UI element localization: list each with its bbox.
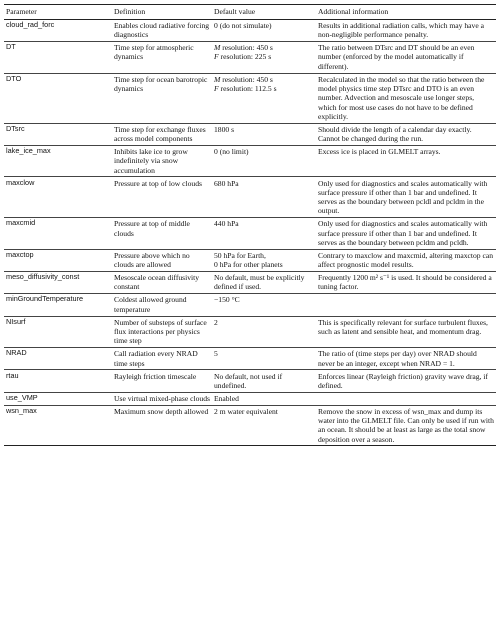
row-default-value bbox=[212, 123, 316, 145]
table-row bbox=[4, 19, 496, 41]
table-row bbox=[4, 73, 496, 123]
table-header-row bbox=[4, 5, 496, 20]
row-additional-info: The ratio of (time steps per day) over NRAD should never be an integer, except when NRAD = 1. bbox=[316, 348, 496, 370]
row-additional-info: Only used for diagnostics and scales automatically with surface pressure if other than 1 bar and undefined. It serves as the boundary between pcldl and pcldm in the output. bbox=[316, 177, 496, 218]
row-default-value bbox=[212, 272, 316, 294]
row-definition: Pressure above which no clouds are allowed bbox=[112, 249, 212, 271]
row-definition: Use virtual mixed-phase clouds bbox=[112, 392, 212, 405]
header-definition: Definition bbox=[112, 5, 212, 20]
table-row bbox=[4, 316, 496, 348]
row-additional-info: This is specifically relevant for surface turbulent fluxes, such as latent and sensible heat, and momentum drag. bbox=[316, 316, 496, 348]
row-default-value bbox=[212, 316, 316, 348]
default-line: 1800 s bbox=[214, 124, 235, 134]
table-row bbox=[4, 294, 496, 316]
default-line: M resolution: 450 s bbox=[214, 74, 273, 84]
default-line: −150 °C bbox=[214, 295, 240, 305]
table-row bbox=[4, 42, 496, 74]
row-parameter: NIsurf bbox=[4, 316, 112, 348]
row-parameter: maxclow bbox=[4, 177, 112, 218]
default-line: No default, not used if undefined. bbox=[214, 371, 283, 390]
header-additional-information: Additional information bbox=[316, 5, 496, 20]
table-row bbox=[4, 272, 496, 294]
row-parameter: DTsrc bbox=[4, 123, 112, 145]
row-additional-info: Remove the snow in excess of wsn_max and dump its water into the GLMELT file. Can only be used if run with an ocean. It should be at least as large as the total snow deposition over a season. bbox=[316, 405, 496, 446]
default-line: 2 bbox=[214, 317, 218, 327]
default-line: 5 bbox=[214, 349, 218, 359]
default-line: No default, must be explicitly defined if used. bbox=[214, 273, 305, 292]
row-parameter: NRAD bbox=[4, 348, 112, 370]
default-line: 50 hPa for Earth, bbox=[214, 250, 266, 260]
row-default-value bbox=[212, 348, 316, 370]
header-parameter: Parameter bbox=[4, 5, 112, 20]
row-parameter: maxctop bbox=[4, 249, 112, 271]
row-definition: Maximum snow depth allowed bbox=[112, 405, 212, 446]
parameter-table bbox=[4, 4, 496, 446]
default-line: 0 (no limit) bbox=[214, 147, 249, 157]
row-parameter: cloud_rad_forc bbox=[4, 19, 112, 41]
row-additional-info: Should divide the length of a calendar day exactly. Cannot be changed during the run. bbox=[316, 123, 496, 145]
row-parameter: rtau bbox=[4, 370, 112, 392]
table-row bbox=[4, 218, 496, 250]
row-additional-info: Excess ice is placed in GLMELT arrays. bbox=[316, 145, 496, 177]
row-parameter: DTO bbox=[4, 73, 112, 123]
row-additional-info: Frequently 1200 m² s⁻¹ is used. It should be considered a tuning factor. bbox=[316, 272, 496, 294]
row-default-value bbox=[212, 218, 316, 250]
default-line: Enabled bbox=[214, 393, 239, 403]
row-default-value bbox=[212, 177, 316, 218]
table-row bbox=[4, 370, 496, 392]
row-additional-info: Enforces linear (Rayleigh friction) gravity wave drag, if defined. bbox=[316, 370, 496, 392]
row-additional-info: Recalculated in the model so that the ratio between the model physics time step DTsrc and DTO is an even number. Advection and mesoscale use longer steps, which for most use cases do not have to be defined explicitly. bbox=[316, 73, 496, 123]
row-additional-info bbox=[316, 294, 496, 316]
row-definition: Enables cloud radiative forcing diagnostics bbox=[112, 19, 212, 41]
row-definition: Rayleigh friction timescale bbox=[112, 370, 212, 392]
default-line: 2 m water equivalent bbox=[214, 406, 278, 416]
row-parameter: lake_ice_max bbox=[4, 145, 112, 177]
row-parameter: wsn_max bbox=[4, 405, 112, 446]
default-line: F resolution: 225 s bbox=[214, 52, 272, 62]
row-default-value bbox=[212, 73, 316, 123]
header-default-value: Default value bbox=[212, 5, 316, 20]
row-definition: Pressure at top of middle clouds bbox=[112, 218, 212, 250]
row-default-value bbox=[212, 392, 316, 405]
row-definition: Mesoscale ocean diffusivity constant bbox=[112, 272, 212, 294]
row-definition: Time step for atmospheric dynamics bbox=[112, 42, 212, 74]
default-line: 0 hPa for other planets bbox=[214, 260, 283, 270]
row-default-value bbox=[212, 294, 316, 316]
table-row bbox=[4, 405, 496, 446]
table-row bbox=[4, 348, 496, 370]
row-definition: Time step for ocean barotropic dynamics bbox=[112, 73, 212, 123]
row-parameter: minGroundTemperature bbox=[4, 294, 112, 316]
row-additional-info: The ratio between DTsrc and DT should be an even number (enforced by the model automatically if different). bbox=[316, 42, 496, 74]
table-row bbox=[4, 177, 496, 218]
row-additional-info: Results in additional radiation calls, which may have a non-negligible performance penalty. bbox=[316, 19, 496, 41]
row-default-value bbox=[212, 370, 316, 392]
default-line: F resolution: 112.5 s bbox=[214, 84, 277, 93]
row-additional-info: Contrary to maxclow and maxcmid, altering maxctop can affect prognostic model results. bbox=[316, 249, 496, 271]
row-default-value bbox=[212, 42, 316, 74]
row-additional-info: Only used for diagnostics and scales automatically with surface pressure if other than 1 bar and undefined. It serves as the boundary between pcldm and pcldh. bbox=[316, 218, 496, 250]
row-definition: Coldest allowed ground temperature bbox=[112, 294, 212, 316]
default-line: 680 hPa bbox=[214, 178, 239, 188]
row-definition: Number of substeps of surface flux interactions per physics time step bbox=[112, 316, 212, 348]
row-default-value bbox=[212, 405, 316, 446]
default-line: M resolution: 450 s bbox=[214, 43, 273, 53]
row-default-value bbox=[212, 145, 316, 177]
table-row bbox=[4, 392, 496, 405]
row-definition: Time step for exchange fluxes across model components bbox=[112, 123, 212, 145]
default-line: 440 hPa bbox=[214, 219, 239, 229]
row-parameter: use_VMP bbox=[4, 392, 112, 405]
row-parameter: DT bbox=[4, 42, 112, 74]
table-row bbox=[4, 123, 496, 145]
default-line: 0 (do not simulate) bbox=[214, 20, 272, 30]
row-definition: Call radiation every NRAD time steps bbox=[112, 348, 212, 370]
row-additional-info bbox=[316, 392, 496, 405]
table-row bbox=[4, 249, 496, 271]
row-default-value bbox=[212, 19, 316, 41]
table-row bbox=[4, 145, 496, 177]
row-parameter: maxcmid bbox=[4, 218, 112, 250]
row-default-value bbox=[212, 249, 316, 271]
row-definition: Inhibits lake ice to grow indefinitely via snow accumulation bbox=[112, 145, 212, 177]
row-parameter: meso_diffusivity_const bbox=[4, 272, 112, 294]
row-definition: Pressure at top of low clouds bbox=[112, 177, 212, 218]
